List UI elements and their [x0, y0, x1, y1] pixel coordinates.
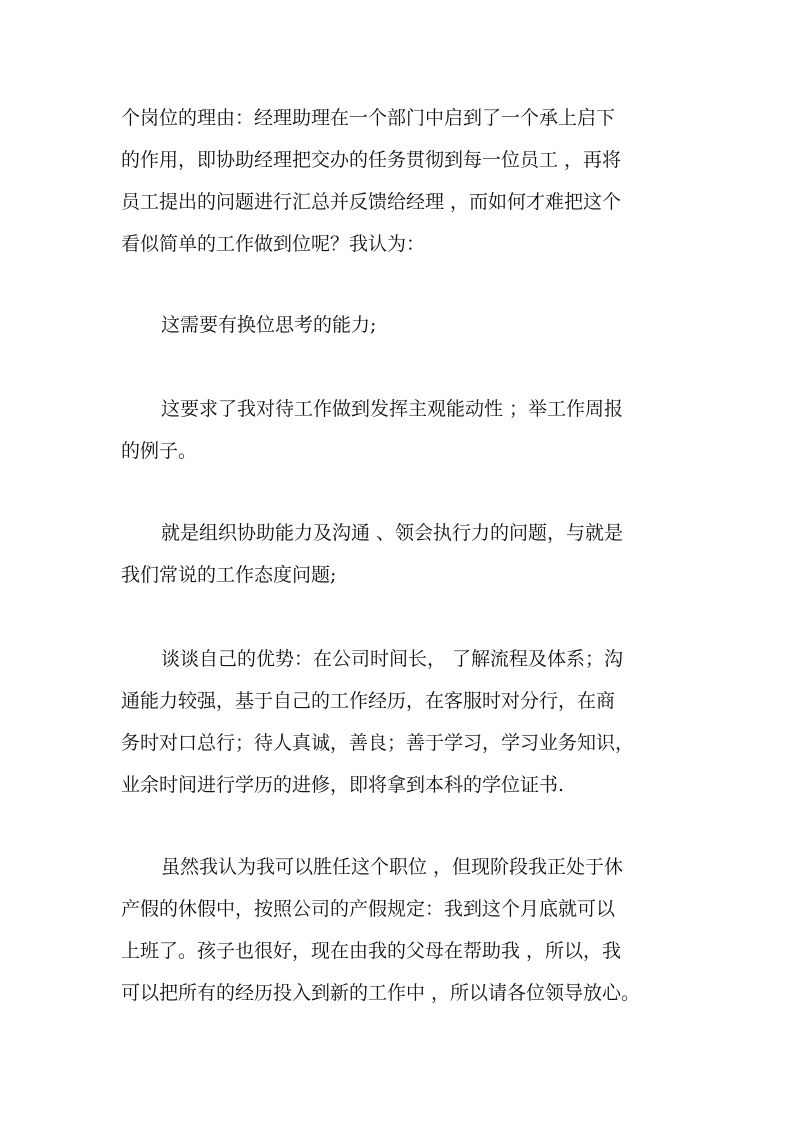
paragraph-line: 员工提出的问题进行汇总并反馈给经理 ，而如何才难把这个: [121, 191, 622, 213]
paragraph-line: 务时对口总行；待人真诚，善良；善于学习，学习业务知识，: [121, 732, 635, 754]
paragraph-line: 业余时间进行学历的进修，即将拿到本科的学位证书.: [121, 774, 565, 796]
paragraph-line: 虽然我认为我可以胜任这个职位 ，但现阶段我正处于休: [161, 856, 624, 878]
paragraph-line: 这需要有换位思考的能力;: [161, 314, 377, 336]
paragraph-line: 看似简单的工作做到位呢？我认为：: [121, 233, 426, 255]
paragraph-line: 的作用，即协助经理把交办的任务贯彻到每一位员工 ，再将: [121, 149, 622, 171]
paragraph-line: 我们常说的工作态度问题;: [121, 564, 337, 586]
paragraph-line: 产假的休假中，按照公司的产假规定：我到这个月底就可以: [121, 898, 616, 920]
paragraph-line: 上班了。孩子也很好，现在由我的父母在帮助我 ，所以，我: [121, 940, 622, 962]
paragraph-line: 这要求了我对待工作做到发挥主观能动性 ；举工作周报: [161, 398, 624, 420]
paragraph-line: 可以把所有的经历投入到新的工作中 ，所以请各位领导放心。: [121, 982, 641, 1004]
paragraph-line: 就是组织协助能力及沟通 、领会执行力的问题，与就是: [161, 522, 624, 544]
paragraph-line: 谈谈自己的优势：在公司时间长， 了解流程及体系；沟: [161, 648, 624, 670]
paragraph-line: 通能力较强，基于自己的工作经历，在客服时对分行，在商: [121, 690, 616, 712]
paragraph-line: 个岗位的理由：经理助理在一个部门中启到了一个承上启下: [121, 107, 616, 129]
paragraph-line: 的例子。: [121, 440, 198, 462]
